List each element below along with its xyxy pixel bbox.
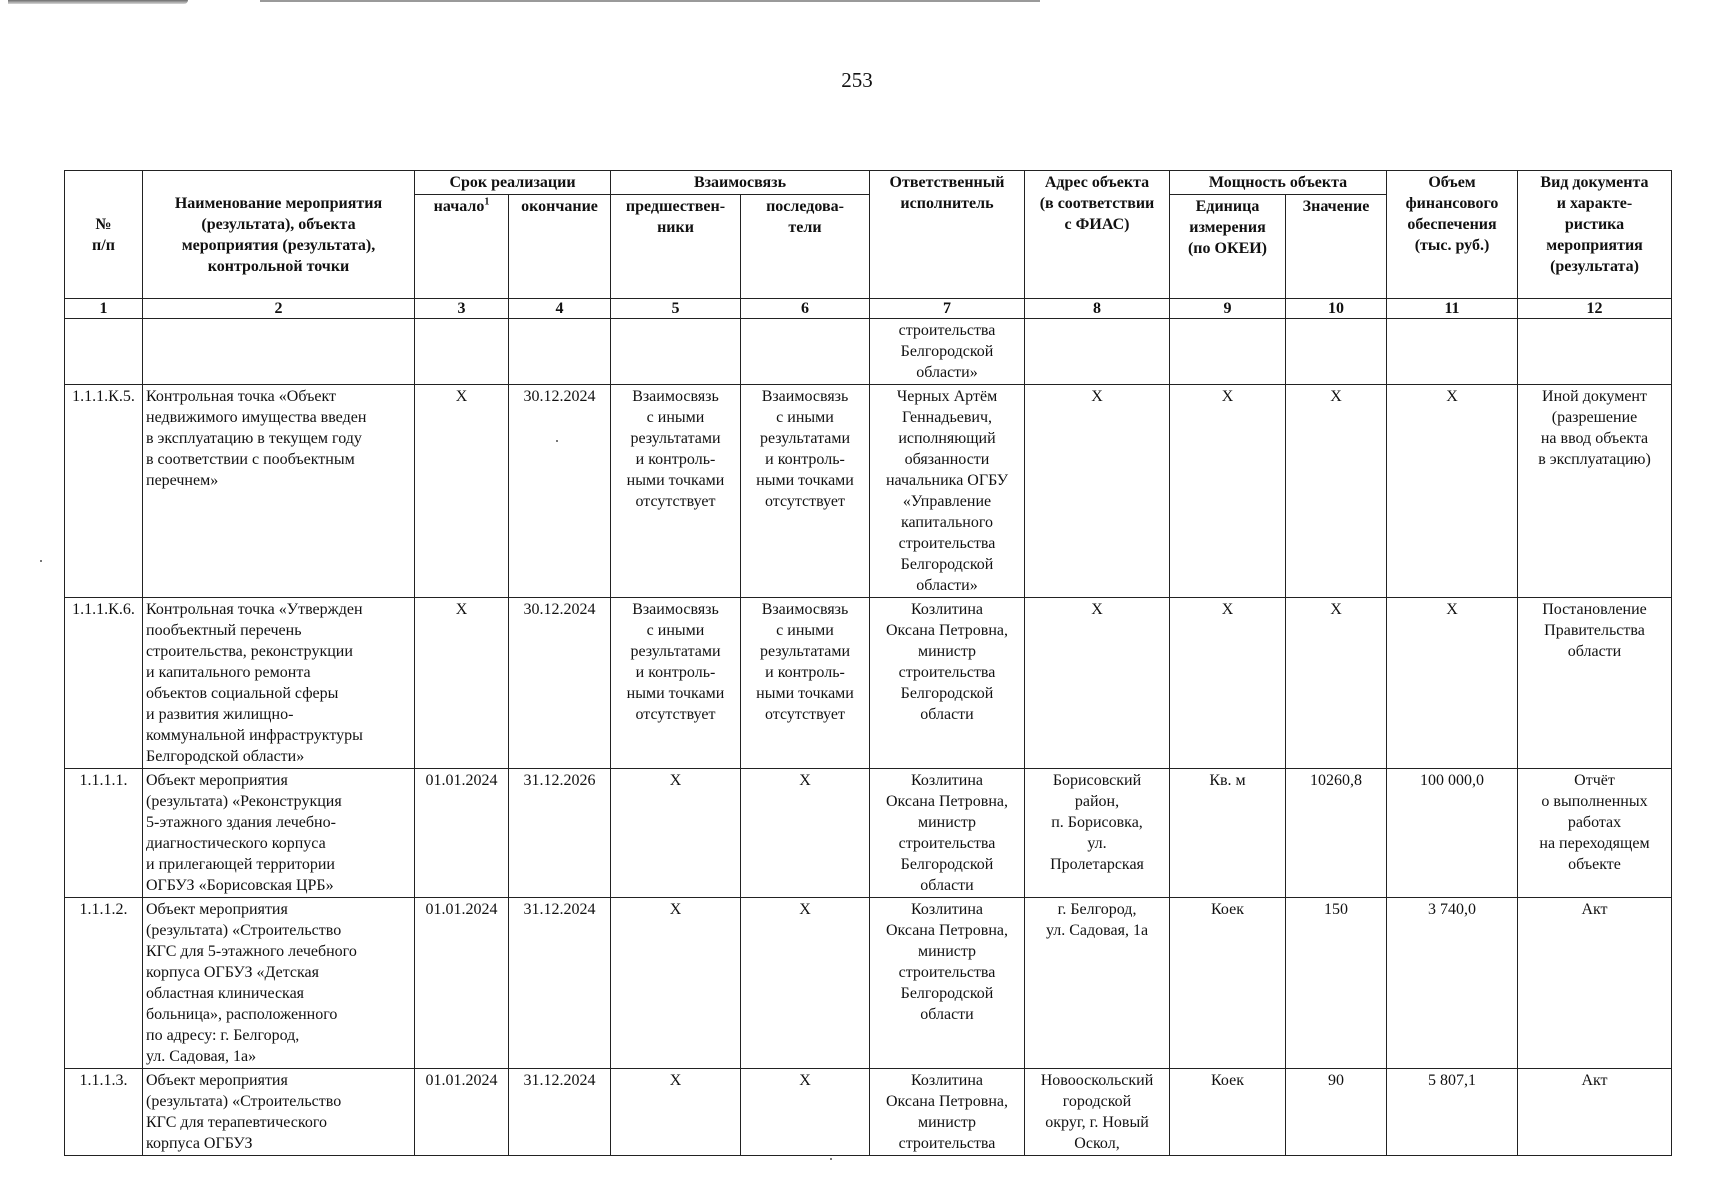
row-unit: Кв. м — [1170, 769, 1286, 898]
row-address: Борисовский район, п. Борисовка, ул. Пролетарская — [1025, 769, 1170, 898]
scan-edge-line — [260, 0, 1040, 2]
header-link-next: последова- тели — [741, 195, 870, 299]
row-prev: Взаимосвязь с иными результатами и контроль- ными точками отсутствует — [611, 598, 741, 769]
header-doc-type: Вид документа и характе- ристика мероприятия (результата) — [1518, 171, 1672, 299]
row-responsible: Козлитина Оксана Петровна, министр строительства — [870, 1069, 1025, 1156]
header-address: Адрес объекта (в соответствии с ФИАС) — [1025, 171, 1170, 299]
column-number: 5 — [611, 299, 741, 319]
row-address: Х — [1025, 598, 1170, 769]
row-name: Контрольная точка «Объект недвижимого имущества введен в эксплуатацию в текущем году в соответствии с пообъектным перечнем» — [143, 385, 415, 598]
row-doc: Акт — [1518, 898, 1672, 1069]
row-doc: Отчёт о выполненных работах на переходящем объекте — [1518, 769, 1672, 898]
column-number: 4 — [509, 299, 611, 319]
row-value: 10260,8 — [1286, 769, 1387, 898]
row-doc: Иной документ (разрешение на ввод объекта в эксплуатацию) — [1518, 385, 1672, 598]
row-address — [1025, 319, 1170, 385]
row-end: 31.12.2024 — [509, 1069, 611, 1156]
activities-table — [64, 170, 1672, 1156]
header-row-1 — [65, 171, 1672, 195]
row-finance: Х — [1387, 385, 1518, 598]
table-row — [65, 1069, 1672, 1156]
column-number: 9 — [1170, 299, 1286, 319]
row-finance: 3 740,0 — [1387, 898, 1518, 1069]
row-responsible: строительства Белгородской области» — [870, 319, 1025, 385]
column-number: 8 — [1025, 299, 1170, 319]
row-name: Объект мероприятия (результата) «Реконструкция 5-этажного здания лечебно- диагностического корпуса и прилегающей территории ОГБУЗ «Борисовская ЦРБ» — [143, 769, 415, 898]
row-address: г. Белгород, ул. Садовая, 1а — [1025, 898, 1170, 1069]
row-end: 30.12.2024 — [509, 598, 611, 769]
row-name: Объект мероприятия (результата) «Строительство КГС для терапевтического корпуса ОГБУЗ — [143, 1069, 415, 1156]
row-unit — [1170, 319, 1286, 385]
row-unit: Коек — [1170, 1069, 1286, 1156]
row-doc: Акт — [1518, 1069, 1672, 1156]
header-value: Значение — [1286, 195, 1387, 299]
row-responsible: Черных Артём Геннадьевич, исполняющий обязанности начальника ОГБУ «Управление капитального строительства Белгородской области» — [870, 385, 1025, 598]
scan-speck — [830, 1158, 832, 1160]
row-finance: Х — [1387, 598, 1518, 769]
row-prev: Х — [611, 898, 741, 1069]
row-end — [509, 319, 611, 385]
row-prev: Х — [611, 1069, 741, 1156]
row-doc — [1518, 319, 1672, 385]
header-unit: Единица измерения (по ОКЕИ) — [1170, 195, 1286, 299]
header-capacity-group: Мощность объекта — [1170, 171, 1387, 195]
scan-speck — [40, 560, 42, 562]
row-unit: Х — [1170, 385, 1286, 598]
header-term-start-label: начало — [433, 198, 485, 215]
row-value: 90 — [1286, 1069, 1387, 1156]
row-value — [1286, 319, 1387, 385]
scan-edge — [0, 0, 1714, 6]
row-num: 1.1.1.К.5. — [65, 385, 143, 598]
row-start: Х — [415, 598, 509, 769]
scan-edge-mark — [8, 0, 188, 4]
row-num — [65, 319, 143, 385]
header-responsible: Ответственный исполнитель — [870, 171, 1025, 299]
column-number: 6 — [741, 299, 870, 319]
row-prev: Х — [611, 769, 741, 898]
header-link-group: Взаимосвязь — [611, 171, 870, 195]
table-row — [65, 769, 1672, 898]
row-num: 1.1.1.1. — [65, 769, 143, 898]
page-number: 253 — [841, 68, 873, 92]
row-responsible: Козлитина Оксана Петровна, министр строительства Белгородской области — [870, 598, 1025, 769]
column-number-row — [65, 299, 1672, 319]
scan-speck — [556, 440, 558, 442]
row-num: 1.1.1.К.6. — [65, 598, 143, 769]
row-finance: 5 807,1 — [1387, 1069, 1518, 1156]
column-number: 11 — [1387, 299, 1518, 319]
row-responsible: Козлитина Оксана Петровна, министр строительства Белгородской области — [870, 898, 1025, 1069]
footnote-mark: 1 — [484, 196, 490, 208]
row-num: 1.1.1.2. — [65, 898, 143, 1069]
column-number: 1 — [65, 299, 143, 319]
row-start — [415, 319, 509, 385]
row-address: Новооскольский городской округ, г. Новый Оскол, — [1025, 1069, 1170, 1156]
row-value: Х — [1286, 385, 1387, 598]
row-next — [741, 319, 870, 385]
table-row — [65, 319, 1672, 385]
column-number: 2 — [143, 299, 415, 319]
header-term-end: окончание — [509, 195, 611, 299]
row-prev: Взаимосвязь с иными результатами и контроль- ными точками отсутствует — [611, 385, 741, 598]
row-end: 31.12.2026 — [509, 769, 611, 898]
row-next: Х — [741, 1069, 870, 1156]
row-start: 01.01.2024 — [415, 898, 509, 1069]
column-number: 12 — [1518, 299, 1672, 319]
header-term-group: Срок реализации — [415, 171, 611, 195]
row-next: Х — [741, 898, 870, 1069]
table-row — [65, 385, 1672, 598]
row-address: Х — [1025, 385, 1170, 598]
header-num: № п/п — [65, 171, 143, 299]
row-name: Контрольная точка «Утвержден пообъектный перечень строительства, реконструкции и капитального ремонта объектов социальной сферы и развития жилищно- коммунальной инфраструктуры Белгородской области» — [143, 598, 415, 769]
row-next: Взаимосвязь с иными результатами и контроль- ными точками отсутствует — [741, 598, 870, 769]
row-end: 31.12.2024 — [509, 898, 611, 1069]
header-link-prev: предшествен- ники — [611, 195, 741, 299]
row-num: 1.1.1.3. — [65, 1069, 143, 1156]
row-responsible: Козлитина Оксана Петровна, министр строительства Белгородской области — [870, 769, 1025, 898]
column-number: 10 — [1286, 299, 1387, 319]
row-start: 01.01.2024 — [415, 769, 509, 898]
row-next: Х — [741, 769, 870, 898]
row-prev — [611, 319, 741, 385]
table-row — [65, 598, 1672, 769]
row-end: 30.12.2024 — [509, 385, 611, 598]
column-number: 3 — [415, 299, 509, 319]
header-finance: Объем финансового обеспечения (тыс. руб.) — [1387, 171, 1518, 299]
row-unit: Х — [1170, 598, 1286, 769]
row-unit: Коек — [1170, 898, 1286, 1069]
row-start: 01.01.2024 — [415, 1069, 509, 1156]
row-start: Х — [415, 385, 509, 598]
table-row — [65, 898, 1672, 1069]
header-term-start — [415, 195, 509, 299]
row-name: Объект мероприятия (результата) «Строительство КГС для 5-этажного лечебного корпуса ОГБУЗ «Детская областная клиническая больница», расположенного по адресу: г. Белгород, ул. Садовая, 1а» — [143, 898, 415, 1069]
row-name — [143, 319, 415, 385]
column-number: 7 — [870, 299, 1025, 319]
header-name: Наименование мероприятия (результата), объекта мероприятия (результата), контрольной точки — [143, 171, 415, 299]
row-next: Взаимосвязь с иными результатами и контроль- ными точками отсутствует — [741, 385, 870, 598]
row-value: 150 — [1286, 898, 1387, 1069]
row-finance: 100 000,0 — [1387, 769, 1518, 898]
row-finance — [1387, 319, 1518, 385]
row-doc: Постановление Правительства области — [1518, 598, 1672, 769]
row-value: Х — [1286, 598, 1387, 769]
